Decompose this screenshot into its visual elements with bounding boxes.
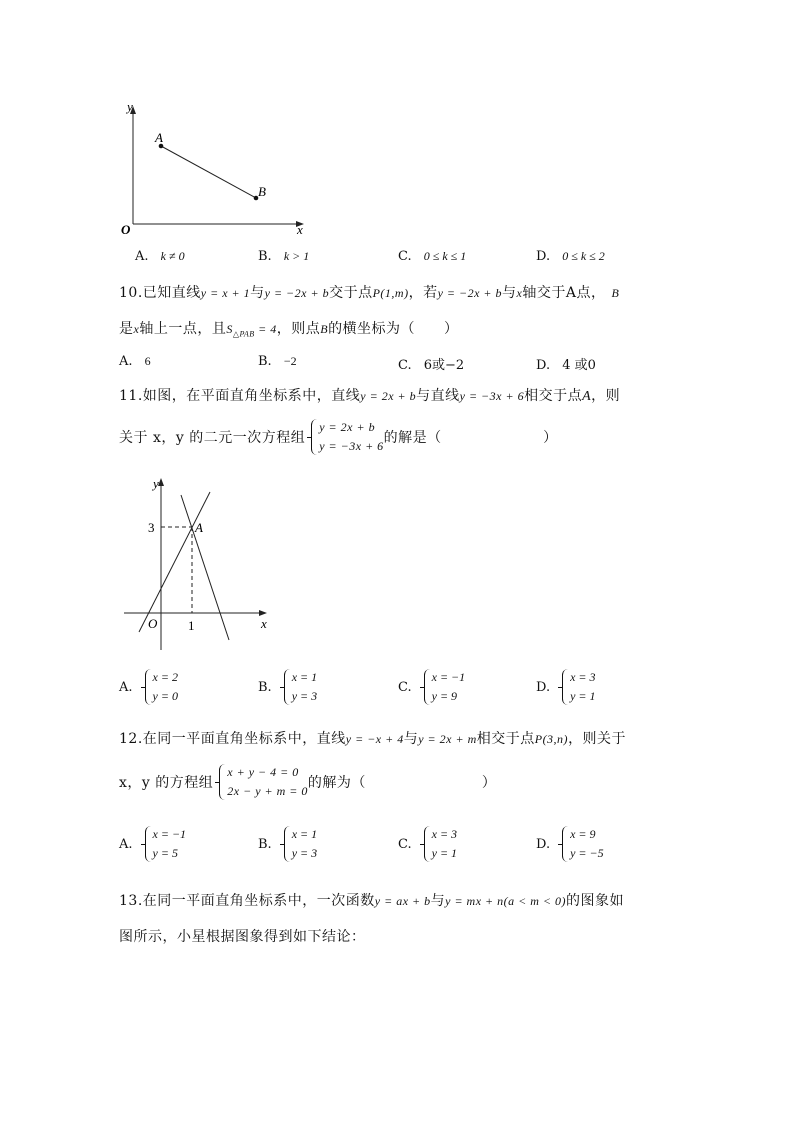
q12-option-b[interactable] bbox=[258, 825, 317, 863]
option-system bbox=[284, 825, 317, 863]
option-label: B. bbox=[258, 679, 272, 695]
origin-label: O bbox=[148, 616, 158, 631]
option-eq-x: x = 3 bbox=[570, 670, 596, 684]
point-a-label: A bbox=[195, 520, 203, 535]
q12-text: 与 bbox=[403, 731, 419, 747]
option-text: 0 ≤ k ≤ 1 bbox=[423, 249, 467, 263]
q10-var: x bbox=[133, 322, 140, 336]
origin-label: O bbox=[121, 222, 131, 237]
q10-text: 交于点 bbox=[329, 285, 373, 301]
q10-var: B bbox=[320, 322, 329, 336]
option-label: B. bbox=[258, 249, 272, 264]
q11-line-2 bbox=[119, 418, 558, 456]
y-axis-arrow-icon bbox=[158, 478, 164, 486]
q12-option-c[interactable] bbox=[398, 825, 457, 863]
q10-var: B bbox=[611, 286, 620, 300]
q9-option-b[interactable] bbox=[258, 249, 309, 264]
q10-option-a[interactable] bbox=[119, 354, 151, 369]
q13-line-1 bbox=[119, 890, 624, 910]
q13-text: 与 bbox=[430, 893, 446, 909]
q10-eq2: y = −2x + b bbox=[264, 286, 330, 300]
option-text: 6或−2 bbox=[423, 358, 465, 373]
option-eq-x: x = 3 bbox=[431, 827, 458, 841]
q12-eq1: y = −x + 4 bbox=[345, 732, 404, 746]
q9-option-c[interactable] bbox=[398, 249, 466, 264]
option-system bbox=[424, 668, 466, 706]
x-tick-label: 1 bbox=[188, 618, 195, 633]
option-text: 4 或0 bbox=[562, 358, 596, 373]
option-system bbox=[562, 825, 604, 863]
option-eq-y: y = 3 bbox=[291, 689, 318, 703]
option-text: −2 bbox=[283, 354, 297, 368]
q10-line-1 bbox=[119, 282, 619, 302]
option-label: C. bbox=[398, 836, 412, 852]
q13-condition: (a < m < 0) bbox=[503, 894, 566, 908]
q13-text: 在同一平面直角坐标系中，一次函数 bbox=[142, 893, 375, 909]
area-symbol: S bbox=[226, 322, 233, 336]
option-system bbox=[145, 825, 187, 863]
q10-eq1: y = x + 1 bbox=[200, 286, 251, 300]
q10-var: x bbox=[516, 286, 523, 300]
q11-text: ，则 bbox=[591, 388, 621, 404]
point-b-label: B bbox=[258, 184, 266, 199]
figure-two-lines bbox=[118, 470, 278, 655]
option-label: C. bbox=[398, 249, 412, 264]
option-label: A. bbox=[135, 249, 149, 264]
q12-text: 在同一平面直角坐标系中，直线 bbox=[142, 731, 346, 747]
q13-text: 图所示，小星根据图象得到如下结论： bbox=[119, 929, 366, 945]
option-eq-x: x = −1 bbox=[431, 670, 466, 684]
option-label: A. bbox=[119, 679, 133, 695]
option-eq-x: x = 1 bbox=[291, 670, 318, 684]
q12-line-1 bbox=[119, 728, 626, 748]
question-number: 10. bbox=[119, 285, 143, 301]
option-label: A. bbox=[119, 354, 133, 369]
q10-text: 是 bbox=[119, 321, 134, 337]
q11-option-b[interactable] bbox=[258, 668, 317, 706]
x-axis-label: x bbox=[297, 222, 303, 237]
point-a-label: A bbox=[155, 130, 163, 145]
q11-eq1: y = 2x + b bbox=[360, 389, 417, 403]
option-eq-x: x = −1 bbox=[152, 827, 187, 841]
q10-area bbox=[226, 322, 277, 339]
option-eq-y: y = 0 bbox=[152, 689, 178, 703]
line-y-2x-b bbox=[139, 492, 210, 632]
option-label: D. bbox=[536, 358, 551, 373]
system-equation-2: y = −3x + 6 bbox=[319, 439, 384, 453]
q11-text: 相交于点 bbox=[524, 388, 583, 404]
y-axis-label: y bbox=[153, 476, 159, 491]
question-number: 11. bbox=[119, 388, 143, 404]
figure-segment-ab bbox=[118, 96, 318, 238]
option-label: B. bbox=[258, 354, 272, 369]
q12-text: 相交于点 bbox=[476, 731, 535, 747]
question-number: 13. bbox=[119, 893, 143, 909]
option-eq-y: y = 1 bbox=[570, 689, 596, 703]
q13-line-2 bbox=[119, 926, 366, 946]
area-value: = 4 bbox=[254, 322, 277, 336]
q11-text: 与直线 bbox=[416, 388, 460, 404]
q10-option-d[interactable] bbox=[536, 354, 596, 373]
q11-point: A bbox=[582, 389, 592, 404]
q12-text: 的解为（ ） bbox=[307, 775, 497, 791]
q12-point: P(3,n) bbox=[534, 732, 569, 746]
area-subscript: △PAB bbox=[232, 329, 255, 339]
system-equation-2: 2x − y + m = 0 bbox=[227, 784, 308, 798]
q12-equation-system bbox=[219, 763, 308, 801]
option-text: 6 bbox=[144, 354, 151, 368]
q13-eq1: y = ax + b bbox=[374, 894, 431, 908]
q11-text: 如图，在平面直角坐标系中，直线 bbox=[142, 388, 361, 404]
option-label: D. bbox=[536, 836, 551, 852]
option-eq-y: y = 9 bbox=[431, 689, 458, 703]
y-axis-label: y bbox=[127, 99, 133, 114]
q11-option-c[interactable] bbox=[398, 668, 465, 706]
q13-text: 的图象如 bbox=[566, 893, 624, 909]
q12-text: ，则关于 bbox=[568, 731, 627, 747]
option-text: k ≠ 0 bbox=[160, 249, 185, 263]
q11-line-1 bbox=[119, 385, 620, 405]
q9-option-d[interactable] bbox=[536, 249, 605, 264]
q12-text: x，y 的方程组 bbox=[119, 775, 214, 791]
q11-option-d[interactable] bbox=[536, 668, 596, 706]
q10-eq3: y = −2x + b bbox=[437, 286, 503, 300]
option-eq-x: x = 9 bbox=[570, 827, 596, 841]
option-eq-y: y = 3 bbox=[291, 846, 318, 860]
q10-text: ，则点 bbox=[276, 321, 321, 337]
q10-text: 与 bbox=[250, 285, 265, 301]
q12-eq2: y = 2x + m bbox=[418, 732, 477, 746]
q10-text: 与 bbox=[502, 285, 517, 301]
option-label: D. bbox=[536, 679, 551, 695]
option-system bbox=[284, 668, 317, 706]
option-label: C. bbox=[398, 358, 412, 373]
q10-text: 的横坐标为（ ） bbox=[328, 321, 459, 337]
system-equation-1: x + y − 4 = 0 bbox=[227, 765, 299, 779]
option-system bbox=[145, 668, 178, 706]
q11-option-a[interactable] bbox=[119, 668, 178, 706]
option-text: k > 1 bbox=[283, 249, 310, 263]
option-text: 0 ≤ k ≤ 2 bbox=[562, 249, 605, 263]
q10-option-b[interactable] bbox=[258, 354, 297, 369]
q10-option-c[interactable] bbox=[398, 354, 464, 373]
option-label: D. bbox=[536, 249, 551, 264]
q10-text: 已知直线 bbox=[142, 285, 201, 301]
q12-option-d[interactable] bbox=[536, 825, 604, 863]
system-equation-1: y = 2x + b bbox=[319, 420, 376, 434]
q12-option-a[interactable] bbox=[119, 825, 186, 863]
q13-eq2: y = mx + n bbox=[445, 894, 504, 908]
q10-text: 轴上一点，且 bbox=[139, 321, 227, 337]
option-label: C. bbox=[398, 679, 412, 695]
option-eq-y: y = −5 bbox=[570, 846, 604, 860]
q11-eq2: y = −3x + 6 bbox=[459, 389, 525, 403]
option-system bbox=[562, 668, 595, 706]
q11-text: 关于 x，y 的二元一次方程组 bbox=[119, 430, 306, 446]
q10-line-2 bbox=[119, 318, 459, 338]
q10-text: 轴交于A点， bbox=[522, 285, 606, 301]
y-tick-label: 3 bbox=[148, 520, 155, 535]
q11-text: 的解是（ ） bbox=[383, 430, 558, 446]
option-eq-x: x = 2 bbox=[152, 670, 178, 684]
q12-line-2 bbox=[119, 763, 496, 801]
option-system bbox=[424, 825, 457, 863]
x-axis-label: x bbox=[261, 616, 267, 631]
q11-equation-system bbox=[311, 418, 383, 456]
q9-option-a[interactable] bbox=[135, 249, 185, 264]
q10-text: ，若 bbox=[408, 285, 438, 301]
option-label: B. bbox=[258, 836, 272, 852]
q10-point: P(1,m) bbox=[372, 286, 409, 300]
option-eq-y: y = 5 bbox=[152, 846, 178, 860]
option-label: A. bbox=[119, 836, 133, 852]
option-eq-y: y = 1 bbox=[431, 846, 458, 860]
question-number: 12. bbox=[119, 731, 143, 747]
option-eq-x: x = 1 bbox=[291, 827, 318, 841]
segment-ab bbox=[161, 146, 256, 198]
